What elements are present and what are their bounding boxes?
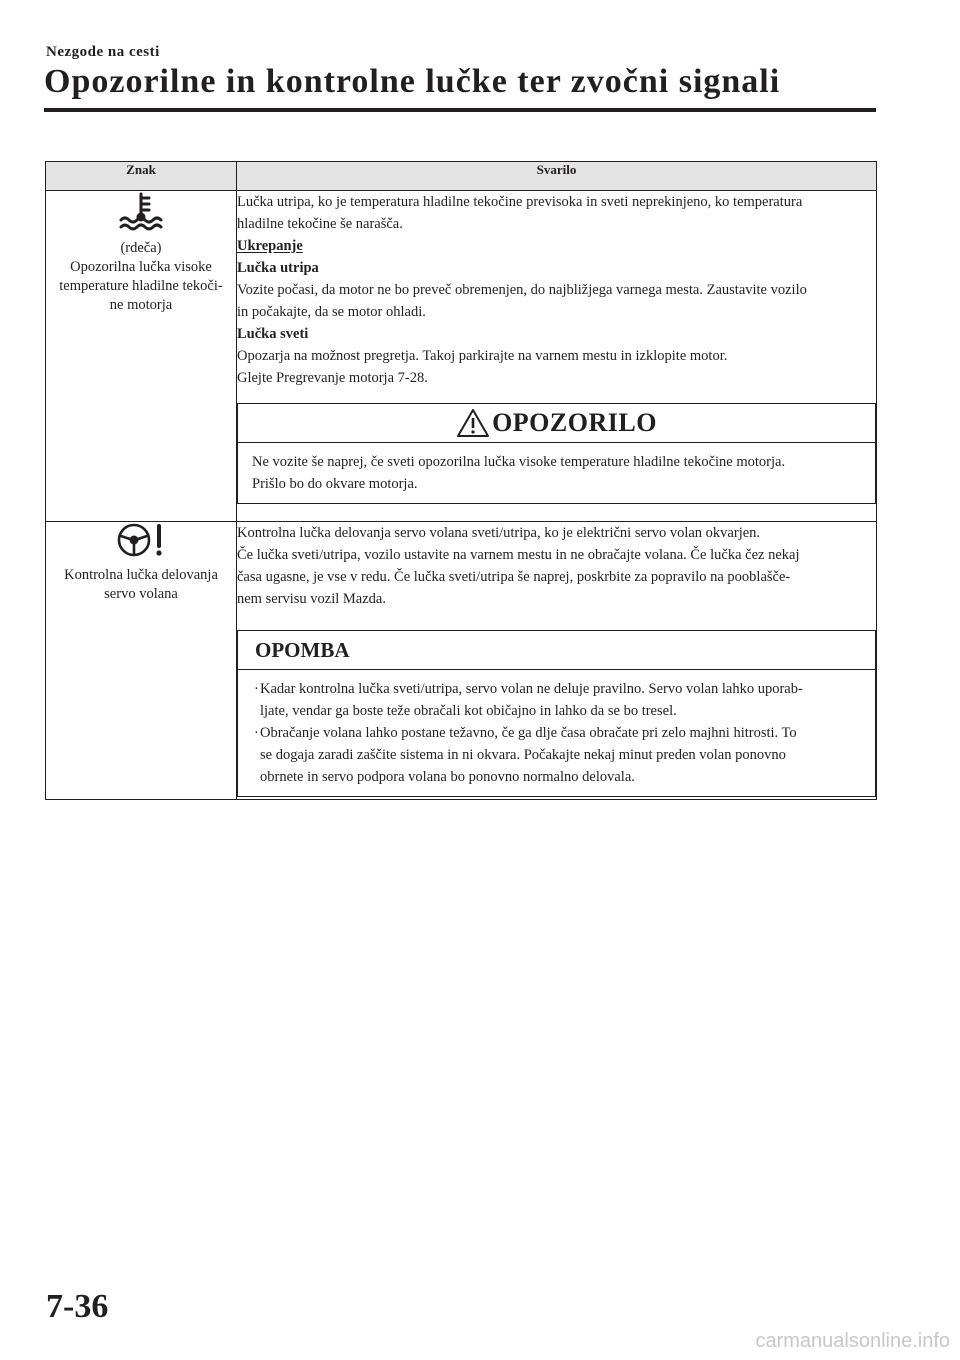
description-text: Kontrolna lučka delovanja servo volana sveti/utripa, ko je električni servo volan okvarjen. [237,525,761,541]
column-header-warning: Svarilo [237,162,877,191]
sign-caption-line: servo volana [104,586,178,602]
section-label: Nezgode na cesti [46,44,160,60]
warning-body [238,443,875,503]
page-title: Opozorilne in kontrolne lučke ter zvočni signali [44,63,781,100]
note-text: se dogaja zaradi zaščite sistema in ni okvara. Počakajte nekaj minut preden volan ponovno [260,747,786,763]
sign-caption-line: Opozorilna lučka visoke [70,259,212,275]
intro-text: Lučka utripa, ko je temperatura hladilne tekočine previsoka in sveti neprekinjeno, ko temperatura [237,194,803,210]
action-heading: Ukrepanje [237,238,303,254]
description-cell [237,191,877,522]
warning-text: Ne vozite še naprej, če sveti opozorilna lučka visoke temperature hladilne tekočine motorja. [252,454,786,470]
coolant-temperature-icon [118,191,164,231]
sign-caption-line: temperature hladilne tekoči- [59,278,223,294]
bullet-dot: · [254,681,259,697]
note-body [238,670,875,796]
note-text: Kadar kontrolna lučka sveti/utripa, servo volan ne deluje pravilno. Servo volan lahko uporab- [260,681,803,697]
watermark: carmanualsonline.info [755,1330,950,1352]
bullet-dot: · [254,725,259,741]
warning-text: Prišlo bo do okvare motorja. [252,476,418,492]
description-cell [237,522,877,800]
note-text: Obračanje volana lahko postane težavno, če ga dlje časa obračate pri zelo majhni hitrosti. To [260,725,797,741]
table-row [46,191,877,522]
warning-lights-table [45,161,877,800]
lit-text: Opozarja na možnost pregretja. Takoj parkirajte na varnem mestu in izklopite motor. [237,348,728,364]
title-rule [44,108,876,112]
note-box [237,630,876,797]
sign-caption-line: Kontrolna lučka delovanja [64,567,218,583]
warning-box [237,403,876,504]
power-steering-warning-icon [116,522,166,558]
warning-triangle-icon [456,408,490,438]
warning-box-header [238,404,875,443]
blink-text: in počakajte, da se motor ohladi. [237,304,426,320]
table-row [46,522,877,800]
sign-cell [46,522,237,800]
description-text: časa ugasne, je vse v redu. Če lučka sveti/utripa še naprej, poskrbite za popravilo na pooblašče- [237,569,791,585]
intro-text: hladilne tekočine še narašča. [237,216,403,232]
description-text: nem servisu vozil Mazda. [237,591,386,607]
page-number: 7-36 [46,1288,109,1325]
column-header-sign: Znak [46,162,237,191]
lit-heading: Lučka sveti [237,326,309,342]
note-bullet [254,722,865,788]
blink-text: Vozite počasi, da motor ne bo preveč obremenjen, do najbližjega varnega mesta. Zaustavite vozilo [237,282,807,298]
lit-text: Glejte Pregrevanje motorja 7-28. [237,370,428,386]
note-box-header [238,631,875,670]
note-bullet [254,678,865,722]
note-title: OPOMBA [255,638,350,662]
blink-heading: Lučka utripa [237,260,319,276]
note-text: obrnete in servo podpora volana bo ponovno normalno delovala. [260,769,635,785]
description-text: Če lučka sveti/utripa, vozilo ustavite na varnem mestu in ne obračajte volana. Če lučka čez nekaj [237,547,800,563]
note-text: ljate, vendar ga boste teže obračali kot običajno in lahko da se bo tresel. [260,703,677,719]
sign-caption-line: (rdeča) [120,240,162,256]
warning-title: OPOZORILO [492,408,657,437]
sign-cell [46,191,237,522]
sign-caption-line: ne motorja [109,297,173,313]
